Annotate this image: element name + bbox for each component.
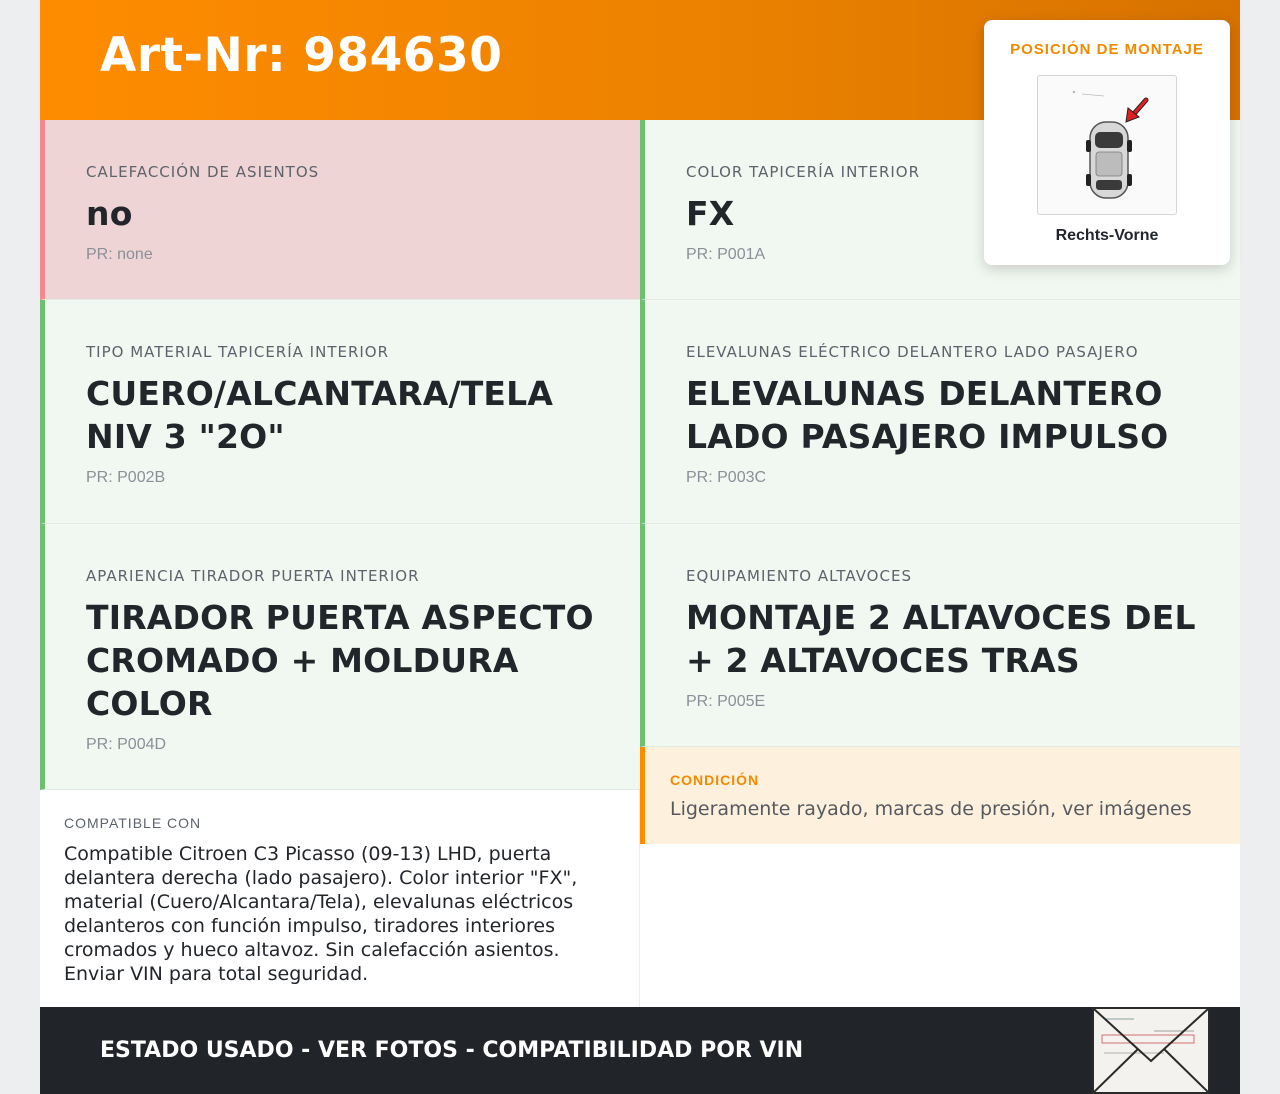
spec-label: COLOR TAPICERÍA INTERIOR [686,163,921,181]
spec-value: CUERO/ALCANTARA/TELA NIV 3 "2O" [86,374,554,456]
mounting-position-label: POSICIÓN DE MONTAJE [1010,41,1204,58]
vin-envelope-icon [1092,1007,1210,1094]
footer-bar [40,1007,1240,1094]
compatibility-section [40,790,640,1007]
spec-pr-code: PR: P003C [686,469,767,486]
spec-value: TIRADOR PUERTA ASPECTO CROMADO + MOLDURA COLOR [86,598,594,723]
article-number-title: Art-Nr: 984630 [100,28,503,83]
compatibility-label: COMPATIBLE CON [64,815,202,831]
spec-card-power-window [640,300,1240,524]
spec-label: EQUIPAMIENTO ALTAVOCES [686,567,912,585]
spec-pr-code: PR: P002B [86,469,166,486]
spec-label: APARIENCIA TIRADOR PUERTA INTERIOR [86,567,420,585]
spec-label: TIPO MATERIAL TAPICERÍA INTERIOR [86,343,390,361]
spec-pr-code: PR: P004D [86,736,167,753]
spec-card-upholstery-material [40,300,640,524]
spec-card-seat-heating [40,120,640,300]
condition-text: Ligeramente rayado, marcas de presión, ver imágenes [670,798,1192,820]
spec-value: no [86,194,133,233]
spec-label: CALEFACCIÓN DE ASIENTOS [86,163,320,181]
spec-label: ELEVALUNAS ELÉCTRICO DELANTERO LADO PASAJERO [686,343,1139,361]
spec-card-speakers [640,524,1240,747]
car-top-view-arrow-icon[interactable] [1037,75,1177,215]
mounting-position-card [984,20,1230,265]
footer-text: ESTADO USADO - VER FOTOS - COMPATIBILIDAD POR VIN [100,1038,804,1063]
spec-pr-code: PR: none [86,246,153,263]
spec-pr-code: PR: P005E [686,693,766,710]
spec-value: MONTAJE 2 ALTAVOCES DEL + 2 ALTAVOCES TRAS [686,598,1196,680]
spec-pr-code: PR: P001A [686,246,766,263]
condition-box [640,747,1240,844]
spec-card-door-handle [40,524,640,790]
spec-value: FX [686,194,735,233]
spec-value: ELEVALUNAS DELANTERO LADO PASAJERO IMPULSO [686,374,1169,456]
compatibility-text: Compatible Citroen C3 Picasso (09-13) LHD, puerta delantera derecha (lado pasajero). Color interior "FX", material (Cuero/Alcantara/Tela), elevalunas eléctricos delanteros con función impulso, tiradores interiores cromados y hueco altavoz. Sin calefacción asientos. Enviar VIN para total seguridad. [64,843,578,985]
mounting-position-value: Rechts-Vorne [1055,227,1159,244]
condition-label: CONDICIÓN [670,772,760,788]
